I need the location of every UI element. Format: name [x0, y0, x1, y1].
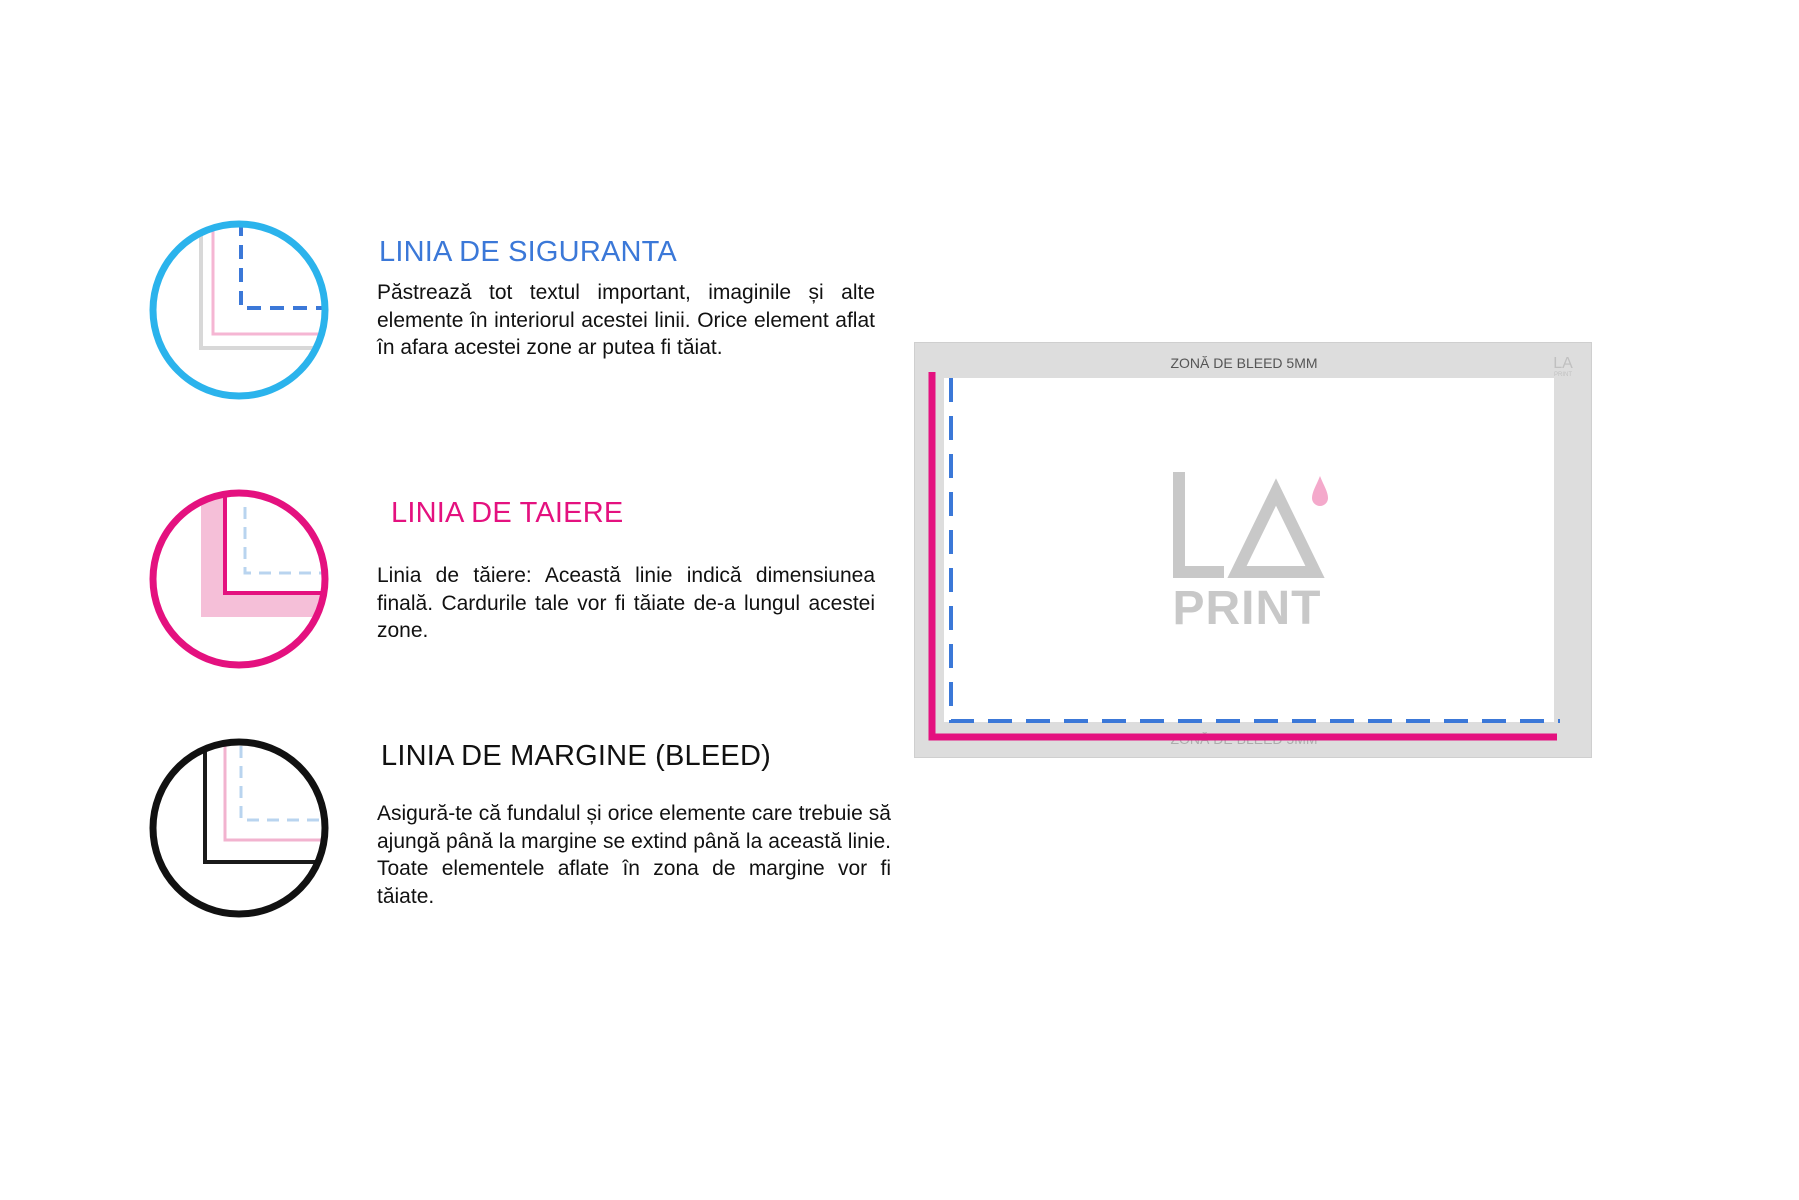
- svg-text:PRINT: PRINT: [1172, 582, 1322, 635]
- trim-line-title: LINIA DE TAIERE: [391, 497, 624, 529]
- bleed-line-title: LINIA DE MARGINE (BLEED): [381, 740, 771, 772]
- bleed-line-description: Asigură-te că fundalul și orice elemente care trebuie să ajungă până la margine se extind până la această linie. Toate elementele aflate în zona de margine vor fi tăiate.: [377, 802, 891, 908]
- svg-text:PRINT: PRINT: [1554, 372, 1572, 378]
- card-preview-diagram: [914, 342, 1592, 758]
- corner-logo: [1553, 355, 1573, 378]
- bleed-line-icon: [147, 736, 331, 920]
- safe-line-description: Păstrează tot textul important, imaginile și alte elemente în interiorul acestei linii. Orice element aflat în afara acestei zone ar putea fi tăiat.: [377, 281, 875, 359]
- safe-line-title: LINIA DE SIGURANTA: [379, 236, 677, 268]
- bleed-label-top: ZONĂ DE BLEED 5MM: [1170, 355, 1318, 371]
- svg-text:LA: LA: [1553, 355, 1573, 372]
- trim-line-description: Linia de tăiere: Această linie indică dimensiunea finală. Cardurile tale vor fi tăiate de-a lungul acestei zone.: [377, 564, 875, 642]
- trim-line-icon: [147, 487, 331, 671]
- safe-line-icon: [147, 218, 331, 402]
- bleed-label-bottom: ZONĂ DE BLEED 5MM: [1170, 731, 1318, 747]
